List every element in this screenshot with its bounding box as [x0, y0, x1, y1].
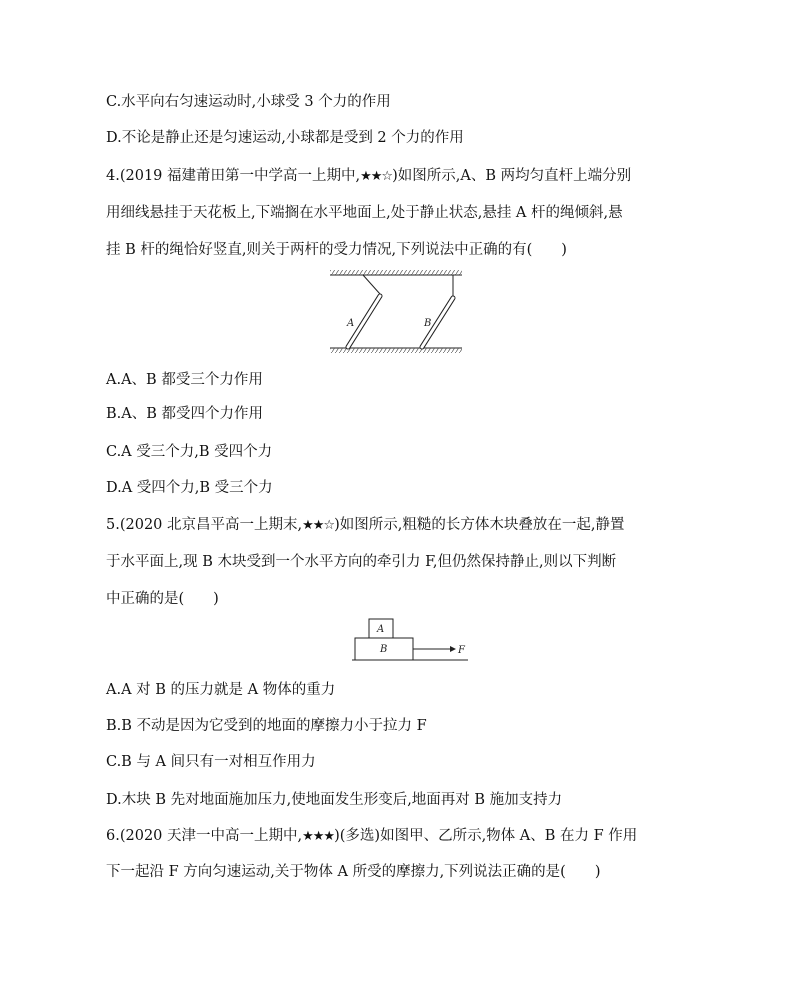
q3-option-d: D.不论是静止还是匀速运动,小球都是受到 2 个力的作用: [106, 130, 464, 146]
q5-source: 5.(2020 北京昌平高一上期末,: [106, 517, 303, 533]
q5-stem-line3: 中正确的是( ): [106, 591, 219, 607]
q5-stem-line1: [106, 515, 624, 536]
label-b: B: [380, 644, 388, 655]
q5-option-c: C.B 与 A 间只有一对相互作用力: [106, 754, 316, 770]
q6-stem-line2: 下一起沿 F 方向匀速运动,关于物体 A 所受的摩擦力,下列说法正确的是( ): [106, 864, 601, 880]
q4-stem-line1: [106, 166, 631, 187]
q4-source: 4.(2019 福建莆田第一中学高一上期中,: [106, 168, 361, 184]
q4-stem-line2: 用细线悬挂于天花板上,下端搁在水平地面上,处于静止状态,悬挂 A 杆的绳倾斜,悬: [106, 205, 623, 221]
q4-stem-text: )如图所示,A、B 两均匀直杆上端分别: [392, 168, 632, 184]
label-a: A: [347, 318, 355, 329]
q5-stem-line2: 于水平面上,现 B 木块受到一个水平方向的牵引力 F,但仍然保持静止,则以下判断: [106, 554, 617, 570]
q6-stem-line1: [106, 826, 637, 847]
q3-option-c: C.水平向右匀速运动时,小球受 3 个力的作用: [106, 94, 391, 110]
q5-figure-blocks: [350, 614, 470, 664]
label-a: A: [377, 624, 385, 635]
q6-source: 6.(2020 天津一中高一上期中,: [106, 828, 303, 844]
q6-stem-text: )(多选)如图甲、乙所示,物体 A、B 在力 F 作用: [334, 828, 638, 844]
string-a: [363, 275, 380, 294]
q4-figure-rods: [328, 268, 464, 356]
difficulty-stars-icon: ★★☆: [302, 518, 335, 533]
label-b: B: [424, 318, 432, 329]
difficulty-stars-icon: ★★★: [302, 829, 335, 844]
difficulty-stars-icon: ★★☆: [360, 169, 393, 184]
ceiling: [330, 270, 462, 275]
q4-option-d: D.A 受四个力,B 受三个力: [106, 480, 273, 496]
q5-stem-text: )如图所示,粗糙的长方体木块叠放在一起,静置: [334, 517, 625, 533]
ground: [330, 348, 462, 353]
q4-stem-line3: 挂 B 杆的绳恰好竖直,则关于两杆的受力情况,下列说法中正确的有( ): [106, 242, 567, 258]
q4-option-a: A.A、B 都受三个力作用: [106, 372, 263, 388]
label-f: F: [458, 645, 465, 656]
q4-option-c: C.A 受三个力,B 受四个力: [106, 444, 273, 460]
q5-option-b: B.B 不动是因为它受到的地面的摩擦力小于拉力 F: [106, 718, 427, 734]
q4-option-b: B.A、B 都受四个力作用: [106, 406, 263, 422]
q5-option-a: A.A 对 B 的压力就是 A 物体的重力: [106, 682, 336, 698]
q5-option-d: D.木块 B 先对地面施加压力,使地面发生形变后,地面再对 B 施加支持力: [106, 792, 563, 808]
